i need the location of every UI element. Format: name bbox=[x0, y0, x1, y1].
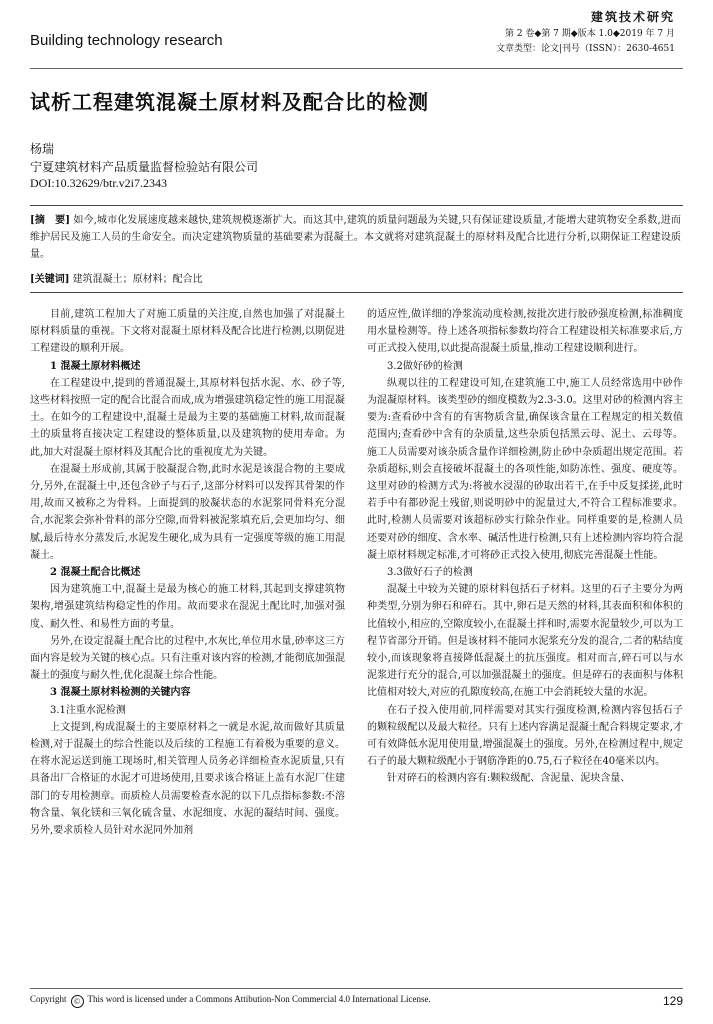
copyright-label: Copyright bbox=[30, 994, 67, 1004]
abstract-top-divider bbox=[30, 205, 683, 206]
body-paragraph: 目前,建筑工程加大了对施工质量的关注度,自然也加强了对混凝土原材料质量的重视。下文将对混凝土原材料及配合比进行检测,以期促进工程建设的顺利开展。 bbox=[30, 309, 345, 355]
body-column-right bbox=[367, 306, 683, 788]
header-divider bbox=[30, 68, 683, 69]
running-header-title: Building technology research bbox=[30, 32, 223, 49]
subsection-heading: 3.3做好石子的检测 bbox=[387, 567, 473, 579]
copyright-icon: © bbox=[71, 995, 84, 1008]
page-number: 129 bbox=[662, 994, 683, 1008]
footer-license bbox=[30, 994, 431, 1008]
body-paragraph: 纵观以往的工程建设可知,在建筑施工中,施工人员经常选用中砂作为混凝原材料。该类型砂的细度模数为2.3-3.0。这里对砂的检测内容主要为:查看砂中含有的有害物质含量,确保该含量在工程规定的相关数值范围内;查看砂中含有的杂质量,这些杂质包括黑云母、泥土、云母等。施工人员需要对该杂质含量作详细检测,防止砂中杂质超出规定范围。若杂质超标,则会直接破坏混凝土的各项性能,如防冻性、强度、硬度等。这里对砂的检测方式为:将被水浸湿的砂取出若干,在手中反复揉搓,此时若手中有都砂泥土残留,则说明砂中的泥量过大,不符合工程标准要求。此时,检测人员需要对该超标砂实行除杂作业。同样重要的是,检测人员还要对砂的细度、含水率、碱活性进行检测,只有上述检测内容均符合混凝土原材料规定标准,才可将砂正式投入使用,彻底完善混凝土性能。 bbox=[367, 377, 683, 561]
body-column-left bbox=[30, 306, 345, 839]
footer-divider bbox=[30, 988, 683, 989]
journal-info bbox=[496, 10, 675, 57]
abstract-label: [摘 要] bbox=[30, 215, 71, 226]
subsection-heading: 3.2做好砂的检测 bbox=[387, 360, 463, 372]
journal-name: 建筑技术研究 bbox=[590, 10, 675, 24]
section-heading: 2 混凝土配合比概述 bbox=[50, 567, 141, 579]
body-paragraph: 在石子投入使用前,同样需要对其实行强度检测,检测内容包括石子的颗粒级配以及最大粒径。只有上述内容满足混凝土配合料规定要求,才可有效降低水泥用使用量,增强混凝土的强度。另外,在检测过程中,规定石子的最大颗粒级配小于钢筋净距的0.75,石子粒径在40毫米以内。 bbox=[367, 704, 683, 768]
article-type-line: 文章类型：论文|刊号（ISSN）：2630-4651 bbox=[496, 44, 675, 54]
keywords-label: [关键词] bbox=[30, 274, 70, 285]
body-paragraph: 在混凝土形成前,其属于胶凝混合物,此时水泥是该混合物的主要成分,另外,在混凝土中,还包含砂子与石子,这部分材料可以发挥其骨架的作用,故而又被称之为骨料。上面提到的胶凝状态的水泥浆同骨料充分混合,水泥浆会弥补骨料的部分空隙,而骨料被泥浆填充后,会更加均匀、细腻,最后待水分蒸发后,水泥发生硬化,成为具有一定强度等级的施工用混凝土。 bbox=[30, 463, 345, 561]
abstract-bottom-divider bbox=[30, 292, 683, 293]
section-heading: 3 混凝土原材料检测的关键内容 bbox=[50, 687, 191, 699]
body-paragraph: 的适应性,做详细的净浆流动度检测,按批次进行胶砂强度检测,标准稠度用水量检测等。待上述各项指标参数均符合工程建设相关标准要求后,方可正式投入使用,以此提高混凝土质量,推动工程建设顺利进行。 bbox=[367, 309, 683, 355]
section-heading: 1 混凝土原材料概述 bbox=[50, 360, 141, 372]
body-paragraph: 另外,在设定混凝土配合比的过程中,水灰比,单位用水量,砂率这三方面内容是较为关键的核心点。只有注重对该内容的检测,才能彻底加强混凝土的强度与耐久性,优化混凝土综合性能。 bbox=[30, 635, 345, 682]
abstract bbox=[30, 212, 681, 263]
author-affiliation: 宁夏建筑材料产品质量监督检验站有限公司 bbox=[30, 160, 259, 174]
body-paragraph: 混凝土中较为关键的原材料包括石子材料。这里的石子主要分为两种类型,分别为卵石和碎石。其中,卵石是天然的材料,其表面积和体积的比值较小,相应的,空隙度较小,在混凝土拌和时,需要水泥量较少,可以为工程节省部分开销。但是该材料不能同水泥浆充分发的混合,二者的粘结度较小,而该现象将直接降低混凝土的抗压强度。相对而言,碎石可以与水泥浆进行充分的混合,可以加强混凝土的强度。但是碎石的表面积与体积比值相对较大,对应的孔隙度较高,在施工中会消耗较大量的水泥。 bbox=[367, 584, 683, 699]
body-paragraph: 在工程建设中,提到的普通混凝土,其原材料包括水泥、水、砂子等,这些材料按照一定的配合比混合而成,成为增强建筑稳定性的施工用混凝土。在如今的工程建设中,混凝土是最为主要的基础施工材料,故而混凝土的质量将直接决定工程建设的整体质量,以及建筑物的使用寿命。为此,加大对混凝土原材料及其配合比的重视度尤为关键。 bbox=[30, 377, 345, 458]
body-paragraph: 因为建筑施工中,混凝土是最为核心的施工材料,其起到支撑建筑物架构,增强建筑结构稳定性的作用。故而要求在混泥土配比时,加强对强度、耐久性、和易性方面的考量。 bbox=[30, 584, 345, 630]
keywords bbox=[30, 270, 681, 285]
subsection-heading: 3.1注重水泥检测 bbox=[50, 704, 126, 716]
article-title: 试析工程建筑混凝土原材料及配合比的检测 bbox=[30, 90, 429, 114]
issue-line: 第 2 卷◆第 7 期◆版本 1.0◆2019 年 7 月 bbox=[504, 29, 675, 39]
body-paragraph: 针对碎石的检测内容有:颗粒级配、含泥量、泥块含量、 bbox=[387, 773, 631, 785]
doi-link[interactable]: DOI:10.32629/btr.v2i7.2343 bbox=[30, 176, 167, 190]
keywords-text: 建筑混凝土；原材料；配合比 bbox=[72, 274, 203, 285]
body-paragraph: 上文提到,构成混凝土的主要原材料之一就是水泥,故而做好其质量检测,对于混凝土的综合性能以及后续的工程施工有着极为重要的意义。在将水泥运送到施工现场时,相关管理人员务必详细检查水泥质量,只有具备出厂合格证的水泥才可进场使用,且要求该合格证上盖有水泥厂住建部门的专用检测章。而质检人员需要检查水泥的以下几点指标参数:不溶物含量、氧化镁和三氧化硫含量、水泥细度、水泥的凝结时间、强度。另外,要求质检人员针对水泥同外加剂 bbox=[30, 721, 345, 837]
abstract-text: 如今,城市化发展速度越来越快,建筑规模逐渐扩大。而这其中,建筑的质量问题最为关键,只有保证建设质量,才能增大建筑物安全系数,进而维护居民及施工人员的生命安全。而决定建筑物质量的基础要素为混凝土。本文就将对建筑混凝土的原材料及配合比进行分析,以期保证工程建设质量。 bbox=[30, 215, 681, 260]
license-text: This word is licensed under a Commons Attibution-Non Commercial 4.0 International License. bbox=[87, 994, 431, 1004]
author-name: 杨瑞 bbox=[30, 142, 55, 156]
